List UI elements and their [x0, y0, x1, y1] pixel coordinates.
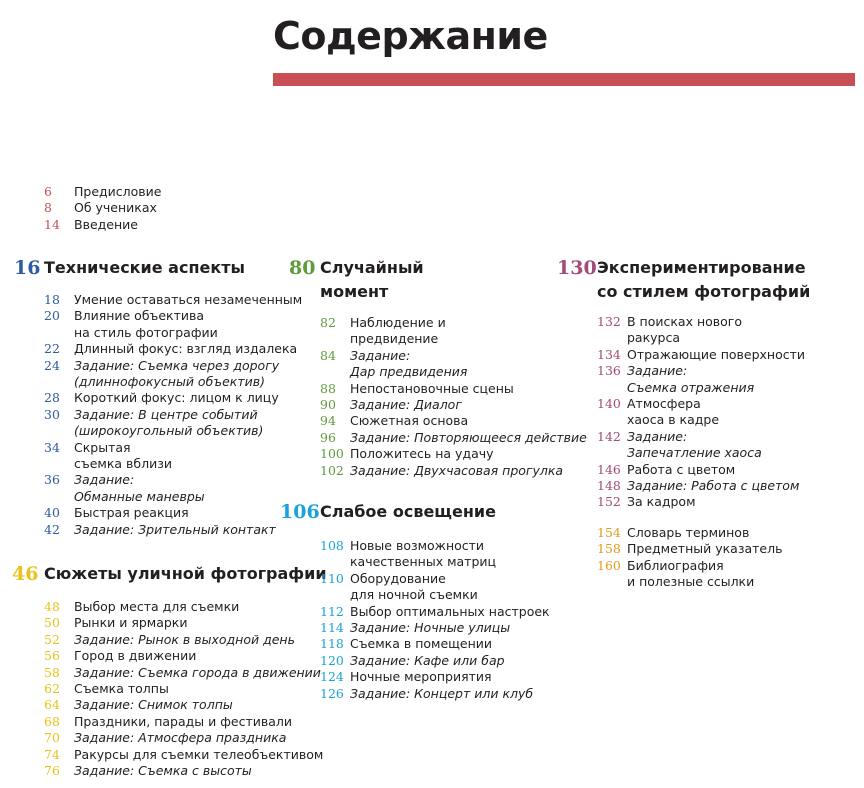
entry-text: Задание: Снимок толпы: [74, 697, 233, 713]
page-number: 48: [44, 599, 60, 614]
toc-entry[interactable]: [44, 730, 304, 746]
entry-text: Влияние объектива: [74, 308, 205, 324]
entry-text: Наблюдение и: [350, 315, 446, 330]
page-number: 152: [597, 494, 621, 510]
entry-text: Ракурсы для съемки телеобъективом: [74, 746, 324, 762]
toc-entry[interactable]: [44, 664, 321, 681]
entry-text: Съемка толпы: [74, 681, 169, 697]
page-number: 142: [597, 428, 621, 444]
entry-text: Съемка отражения: [627, 379, 755, 395]
section-title-line: Слабое освещение: [320, 502, 496, 521]
toc-entry[interactable]: [44, 184, 264, 200]
page-number: 56: [44, 648, 60, 664]
page-number: 146: [597, 461, 621, 477]
page-number: 90: [320, 397, 336, 413]
toc-entry[interactable]: [320, 429, 587, 446]
section-title: [289, 256, 539, 304]
page-number: 112: [320, 603, 344, 619]
section-title-line: Технические аспекты: [44, 258, 245, 277]
experimental-list: [597, 314, 857, 511]
toc-entry[interactable]: [320, 413, 560, 429]
toc-entry[interactable]: [44, 358, 294, 391]
entry-text: Об учениках: [74, 200, 157, 216]
toc-entry[interactable]: [44, 648, 304, 664]
entry-text: Атмосфера: [627, 396, 701, 412]
entry-text: Обманные маневры: [74, 488, 205, 504]
toc-entry[interactable]: [44, 292, 303, 308]
entry-text: Сюжетная основа: [350, 413, 469, 429]
entry-text: Задание:: [627, 428, 688, 444]
section-title-line: Случайный: [320, 258, 424, 277]
toc-entry[interactable]: [320, 669, 560, 685]
toc-entry[interactable]: [597, 462, 857, 478]
page-number: 58: [44, 664, 60, 680]
intro-list: [44, 184, 264, 233]
entry-text: Задание: В центре событий: [74, 406, 258, 422]
page-number: 94: [320, 413, 336, 429]
toc-entry[interactable]: [44, 440, 294, 473]
section-title-line: Сюжеты уличной фотографии: [44, 564, 327, 583]
entry-text: на стиль фотографии: [74, 324, 218, 340]
entry-text: Отражающие поверхности: [627, 346, 806, 362]
section-title: [557, 256, 857, 304]
page-number: 36: [44, 472, 60, 488]
entry-text: Задание: Съемка города в движении: [74, 664, 321, 680]
toc-entry[interactable]: [320, 538, 560, 571]
entry-text: Библиография: [627, 557, 724, 573]
toc-entry[interactable]: [44, 407, 294, 440]
toc-entry[interactable]: [44, 632, 304, 648]
toc-entry[interactable]: [597, 494, 857, 510]
entry-text: Выбор оптимальных настроек: [350, 603, 550, 619]
entry-text: Задание: Работа с цветом: [627, 478, 800, 494]
page-number: 84: [320, 347, 336, 363]
toc-entry[interactable]: [44, 615, 304, 631]
entry-text: хаоса в кадре: [627, 412, 720, 428]
page-number: 114: [320, 620, 344, 636]
entry-text: Задание: Съемка с высоты: [74, 763, 252, 779]
page-number: 24: [44, 357, 60, 373]
toc-entry[interactable]: [44, 681, 304, 697]
toc-entry[interactable]: [44, 505, 294, 521]
title-rule: [273, 73, 855, 86]
entry-text: Задание: Повторяющееся действие: [350, 429, 587, 445]
entry-text: Задание:: [350, 347, 411, 363]
page-number: 42: [44, 521, 60, 537]
title-rule-bar: [273, 73, 855, 86]
entry-text: Задание: Диалог: [350, 397, 462, 413]
entry-text: Задание: Атмосфера праздника: [74, 730, 287, 746]
toc-entry[interactable]: [44, 522, 294, 538]
page-number: 100: [320, 446, 344, 462]
entry-text: Задание: Рынок в выходной день: [74, 631, 295, 647]
page-number: 52: [44, 631, 60, 647]
toc-entry[interactable]: [597, 363, 857, 396]
page-number: 28: [44, 390, 60, 406]
page-number: 160: [597, 557, 621, 573]
entry-text: съемка вблизи: [74, 456, 172, 472]
page-number: 148: [597, 478, 621, 494]
entry-text: За кадром: [627, 494, 696, 510]
page-number: 8: [44, 200, 52, 216]
entry-text: Дар предвидения: [350, 364, 468, 380]
entry-text: Задание:: [74, 472, 135, 488]
toc-entry[interactable]: [320, 381, 560, 397]
toc-entry[interactable]: [44, 763, 304, 779]
toc-entry[interactable]: [320, 653, 560, 669]
entry-text: Скрытая: [74, 439, 131, 455]
section-random: [289, 256, 539, 304]
page-number: 68: [44, 713, 60, 729]
section-number: 16: [14, 257, 41, 279]
entry-text: В поисках нового: [627, 314, 742, 329]
page-number: 6: [44, 184, 52, 199]
toc-entry[interactable]: [597, 541, 857, 557]
toc-entry[interactable]: [44, 697, 304, 713]
toc-entry[interactable]: [597, 314, 857, 347]
toc-entry[interactable]: [320, 620, 560, 636]
page-number: 34: [44, 439, 60, 455]
toc-entry[interactable]: [44, 472, 294, 505]
entry-text: Предметный указатель: [627, 541, 783, 557]
page-number: 50: [44, 615, 60, 631]
toc-entry[interactable]: [44, 746, 324, 763]
toc-entry[interactable]: [597, 429, 857, 462]
toc-entry[interactable]: [44, 341, 298, 357]
appendix-list: [597, 525, 857, 591]
page-number: 96: [320, 429, 336, 445]
toc-entry[interactable]: [320, 604, 560, 620]
page-number: 22: [44, 341, 60, 357]
entry-text: Задание: Концерт или клуб: [350, 685, 534, 701]
entry-text: Длинный фокус: взгляд издалека: [74, 341, 298, 357]
entry-text: (широкоугольный объектив): [74, 423, 264, 439]
entry-text: Быстрая реакция: [74, 505, 189, 521]
entry-text: и полезные ссылки: [627, 574, 755, 590]
entry-text: Непостановочные сцены: [350, 380, 514, 396]
toc-entry[interactable]: [597, 396, 857, 429]
page-number: 124: [320, 669, 344, 685]
toc-entry[interactable]: [320, 348, 560, 381]
entry-text: Умение оставаться незамеченным: [74, 292, 303, 307]
entry-text: Предисловие: [74, 184, 162, 199]
page-number: 82: [320, 315, 336, 330]
entry-text: Задание: Кафе или бар: [350, 652, 505, 668]
page-number: 40: [44, 505, 60, 521]
page-number: 120: [320, 652, 344, 668]
toc-entry[interactable]: [597, 558, 857, 591]
page-number: 140: [597, 396, 621, 412]
toc-entry[interactable]: [597, 525, 857, 541]
toc-entry[interactable]: [597, 478, 857, 494]
entry-text: Задание: Ночные улицы: [350, 620, 511, 636]
entry-text: Новые возможности: [350, 538, 485, 553]
entry-text: Задание: Зрительный контакт: [74, 521, 276, 537]
page-number: 18: [44, 292, 60, 307]
entry-text: Рынки и ярмарки: [74, 615, 188, 631]
toc-entry[interactable]: [320, 397, 560, 413]
entry-text: качественных матриц: [350, 554, 497, 570]
entry-text: Задание: Двухчасовая прогулка: [350, 462, 564, 478]
entry-text: Город в движении: [74, 648, 197, 664]
section-title: [12, 562, 327, 586]
entry-text: Запечатление хаоса: [627, 445, 762, 461]
section-experimental: [557, 256, 857, 304]
page-number: 102: [320, 462, 344, 478]
random-list: [320, 315, 587, 479]
section-title-line: Экспериментирование: [597, 258, 806, 277]
page-number: 110: [320, 570, 344, 586]
page-number: 154: [597, 525, 621, 540]
toc-entry[interactable]: [597, 347, 857, 363]
lowlight-list: [320, 538, 560, 702]
section-title-line: момент: [320, 282, 389, 301]
toc-entry[interactable]: [44, 714, 304, 730]
page-number: 118: [320, 636, 344, 652]
page-number: 20: [44, 308, 60, 324]
page-number: 62: [44, 681, 60, 697]
entry-text: Оборудование: [350, 570, 446, 586]
street-list: [44, 599, 324, 779]
entry-text: Работа с цветом: [627, 461, 736, 477]
section-title-line: со стилем фотографий: [597, 282, 811, 301]
entry-text: Ночные мероприятия: [350, 669, 492, 685]
toc-entry[interactable]: [320, 636, 560, 652]
entry-text: ракурса: [627, 330, 681, 346]
page-number: 134: [597, 346, 621, 362]
page-number: 76: [44, 763, 60, 779]
page-number: 126: [320, 685, 344, 701]
section-street: [12, 562, 327, 586]
page-number: 74: [44, 746, 60, 762]
entry-text: Задание:: [627, 363, 688, 379]
page-number: 108: [320, 538, 344, 553]
entry-text: Праздники, парады и фестивали: [74, 713, 293, 729]
toc-entry[interactable]: [44, 200, 264, 216]
entry-text: Задание: Съемка через дорогу: [74, 357, 280, 373]
page-number: 136: [597, 363, 621, 379]
entry-text: (длиннофокусный объектив): [74, 374, 265, 390]
toc-entry[interactable]: [44, 308, 294, 341]
page-number: 30: [44, 406, 60, 422]
section-number: 106: [280, 501, 320, 523]
page-title: Содержание: [273, 14, 548, 58]
section-number: 80: [289, 257, 316, 279]
section-number: 130: [557, 257, 597, 279]
toc-entry[interactable]: [320, 571, 560, 604]
section-technical: [14, 256, 284, 280]
entry-text: Словарь терминов: [627, 525, 750, 540]
toc-entry[interactable]: [320, 446, 560, 462]
page-number: 88: [320, 380, 336, 396]
page-number: 158: [597, 541, 621, 557]
toc-entry[interactable]: [320, 462, 564, 479]
section-number: 46: [12, 563, 39, 585]
entry-text: Короткий фокус: лицом к лицу: [74, 390, 279, 406]
page-number: 14: [44, 216, 60, 232]
page-number: 64: [44, 697, 60, 713]
entry-text: Введение: [74, 216, 138, 232]
toc-entry[interactable]: [44, 390, 294, 406]
page-number: 70: [44, 730, 60, 746]
entry-text: Съемка в помещении: [350, 636, 493, 652]
entry-text: предвидение: [350, 331, 439, 347]
toc-entry[interactable]: [320, 315, 560, 348]
section-lowlight: [280, 500, 540, 524]
toc-entry[interactable]: [320, 686, 560, 702]
section-title: [14, 256, 284, 280]
entry-text: для ночной съемки: [350, 587, 478, 603]
toc-entry[interactable]: [44, 599, 304, 615]
toc-entry[interactable]: [44, 217, 264, 233]
page-number: 132: [597, 314, 621, 329]
entry-text: Выбор места для съемки: [74, 599, 240, 614]
entry-text: Положитесь на удачу: [350, 446, 494, 462]
